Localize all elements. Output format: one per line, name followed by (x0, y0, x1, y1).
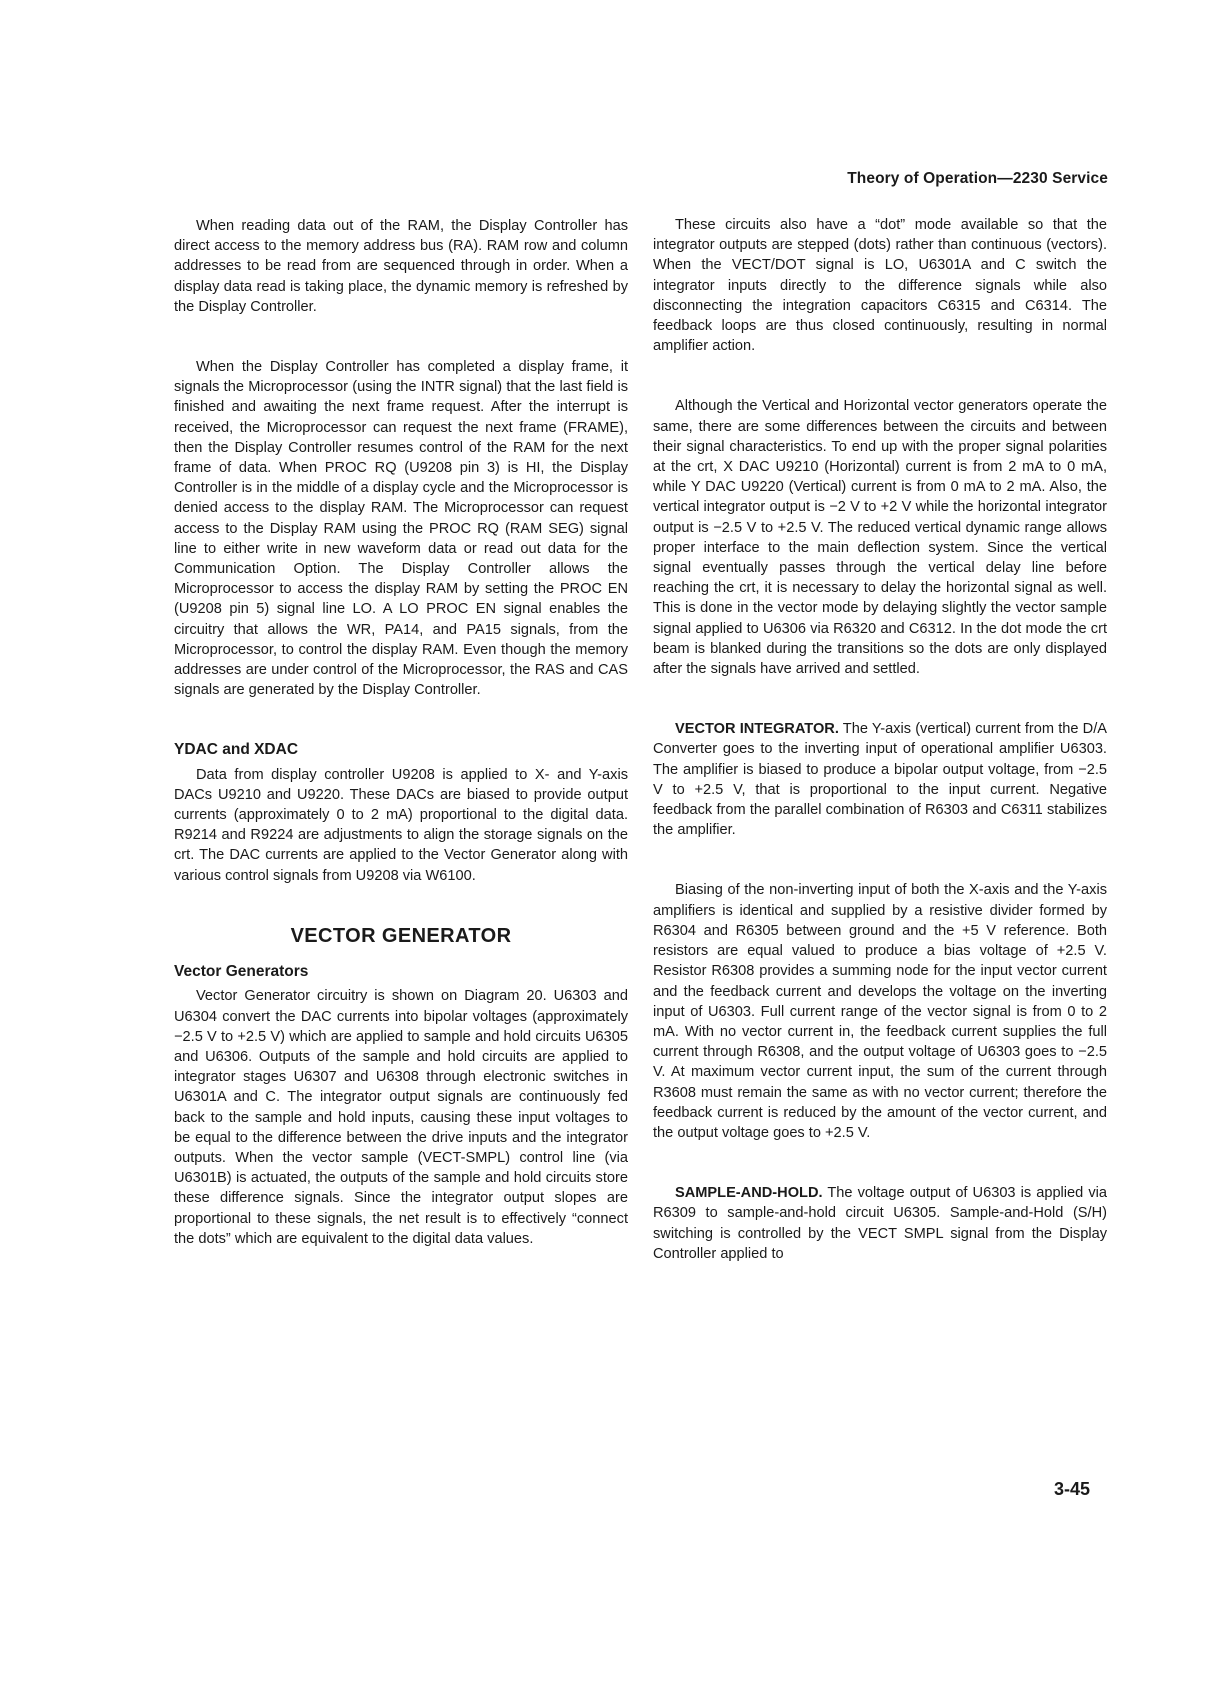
sample-and-hold-text: The voltage output of U6303 is applied via R6309 to sample-and-hold circuit U6305. Sample-and-Hold (S/H) switching is controlled by the VECT SMPL signal from the Display Controller applied to (653, 1185, 1107, 1262)
running-header: Theory of Operation—2230 Service (847, 170, 1108, 187)
vector-generators-heading: Vector Generators (174, 963, 309, 981)
paragraph: These circuits also have a “dot” mode available so that the integrator outputs are stepped (dots) rather than continuous (vectors). When the VECT/DOT signal is LO, U6301A and C switch the integrator inputs directly to the difference signals while also disconnecting the integration capacitors C6315 and C6314. The feedback loops are thus closed continuously, resulting in normal amplifier action. (653, 217, 1107, 355)
vector-integrator-runin: VECTOR INTEGRATOR. (675, 721, 839, 738)
paragraph (653, 1183, 1107, 1264)
paragraph: Biasing of the non-inverting input of both the X-axis and the Y-axis amplifiers is identical and supplied by a resistive divider formed by R6304 and R6305 between ground and the +5 V reference. Both resistors are equal valued to produce a bias voltage of +2.5 V. Resistor R6308 provides a summing node for the input vector current and the feedback current and develops the voltage on the inverting input of U6303. Full current range of the vector signal is from 0 to 2 mA. With no vector current in, the feedback current supplies the full current through R6308, and the output voltage of U6303 goes to −2.5 V. At maximum vector current input, the sum of the current through R3608 must remain the same as with no vector current; therefore the feedback current is reduced by the amount of the vector current, and the output voltage goes to +2.5 V. (653, 882, 1107, 1141)
left-column (174, 216, 628, 1249)
sample-and-hold-runin: SAMPLE-AND-HOLD. (675, 1185, 823, 1202)
paragraph (653, 719, 1107, 840)
section-heading: VECTOR GENERATOR (290, 924, 512, 947)
right-column (653, 215, 1107, 1264)
paragraph: Data from display controller U9208 is applied to X- and Y-axis DACs U9210 and U9220. These DACs are biased to provide output currents (approximately 0 to 2 mA) proportional to the digital data. R9214 and R9224 are adjustments to align the storage signals on the crt. The DAC currents are applied to the Vector Generator along with various control signals from U9208 via W6100. (174, 766, 628, 884)
page-number: 3-45 (1053, 1479, 1090, 1499)
vector-integrator-text: The Y-axis (vertical) current from the D/A Converter goes to the inverting input of operational amplifier U6303. The amplifier is biased to produce a bipolar output voltage, from −2.5 V to +2.5 V, that is proportional to the input current. Negative feedback from the parallel combination of R6303 and C6311 stabilizes the amplifier. (653, 721, 1107, 839)
paragraph: Although the Vertical and Horizontal vector generators operate the same, there are some differences between the circuits and between their signal characteristics. To end up with the proper signal polarities at the crt, X DAC U9210 (Horizontal) current is from 2 mA to 0 mA, while Y DAC U9220 (Vertical) current is from 0 mA to 2 mA. Also, the vertical integrator output is −2 V to +2 V while the horizontal integrator output is −2.5 V to +2.5 V. The reduced vertical dynamic range allows proper interface to the main deflection system. Since the vertical signal eventually passes through the vertical delay line before reaching the crt, it is necessary to delay the horizontal signal as well. This is done in the vector mode by delaying slightly the vector sample signal applied to U6306 via R6320 and C6312. In the dot mode the crt beam is blanked during the transitions so the dots are only displayed after the signals have arrived and settled. (653, 398, 1107, 678)
paragraph: Vector Generator circuitry is shown on Diagram 20. U6303 and U6304 convert the DAC currents into bipolar voltages (approximately −2.5 V to +2.5 V) which are applied to sample and hold circuits U6305 and U6306. Outputs of the sample and hold circuits are applied to integrator stages U6307 and U6308 through electronic switches in U6301A and C. The integrator output signals are continuously fed back to the sample and hold inputs, causing these input voltages to be equal to the difference between the drive inputs and the integrator outputs. When the vector sample (VECT-SMPL) control line (via U6301B) is actuated, the outputs of the sample and hold circuits store these difference signals. Since the integrator output slopes are proportional to these signals, the net result is to effectively “connect the dots” which are equivalent to the digital data values. (174, 988, 628, 1247)
paragraph: When the Display Controller has completed a display frame, it signals the Microprocessor (using the INTR signal) that the last field is finished and awaiting the next frame request. After the interrupt is received, the Microprocessor can request the next frame (FRAME), then the Display Controller resumes control of the RAM for the next frame of data. When PROC RQ (U9208 pin 3) is HI, the Display Controller is in the middle of a display cycle and the Microprocessor is denied access to the display RAM. The Microprocessor can request access to the Display RAM using the PROC RQ (RAM SEG) signal line to either write in new waveform data or read out data for the Communication Option. The Display Controller allows the Microprocessor to access the display RAM by setting the PROC EN (U9208 pin 5) signal line LO. A LO PROC EN signal enables the circuitry that allows the WR, PA14, and PA15 signals, from the Microprocessor, to control the display RAM. Even though the memory addresses are under control of the Microprocessor, the RAS and CAS signals are generated by the Display Controller. (174, 359, 628, 699)
ydac-xdac-heading: YDAC and XDAC (174, 741, 299, 759)
paragraph: When reading data out of the RAM, the Display Controller has direct access to the memory address bus (RA). RAM row and column addresses to be read from are sequenced through in order. When a display data read is taking place, the dynamic memory is refreshed by the Display Controller. (174, 218, 628, 315)
